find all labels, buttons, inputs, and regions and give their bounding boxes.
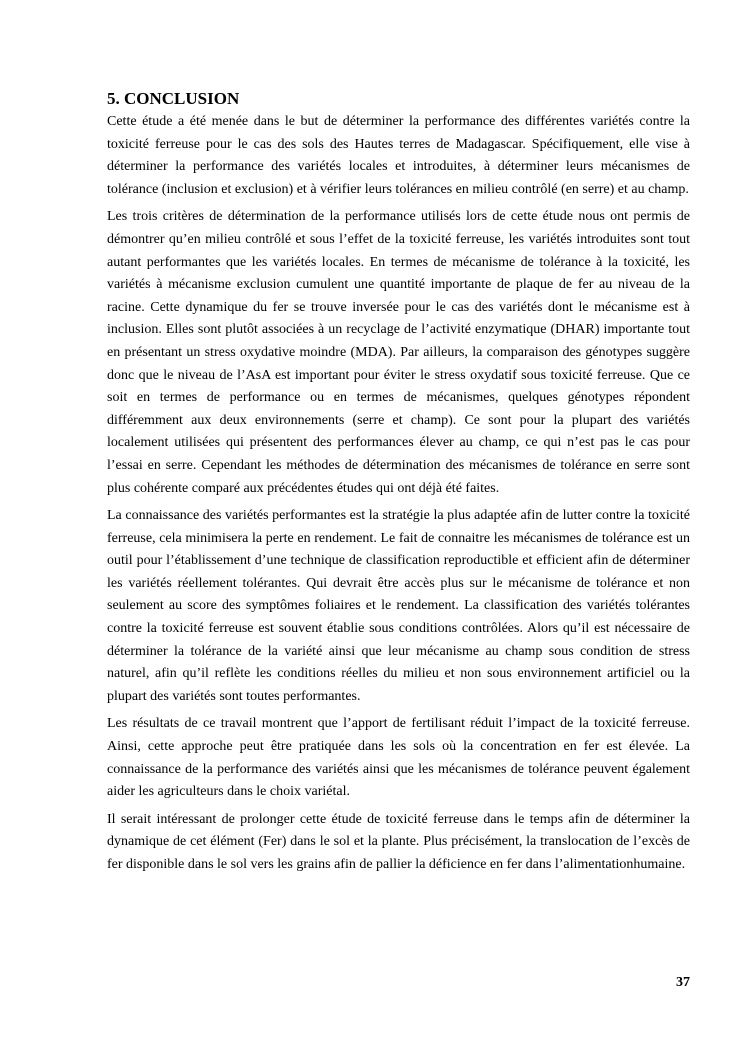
paragraph-results: Les trois critères de détermination de la performance utilisés lors de cette étude nous ont permis de démontrer qu’en milieu contrôlé et sous l’effet de la toxicité ferreuse, les variétés introduites sont tout autant performantes que les variétés locales. En termes de mécanisme de tolérance à la toxicité, les variétés à mécanisme exclusion cumulent une quantité importante de plaque de fer au niveau de la racine. Cette dynamique du fer se trouve inversée pour le cas des variétés dont le mécanisme est à inclusion. Elles sont plutôt associées à un recyclage de l’activité enzymatique (DHAR) importante tout en présentant un stress oxydative moindre (MDA). Par ailleurs, la comparaison des génotypes suggère donc que le niveau de l’AsA est important pour éviter le stress oxydatif sous toxicité ferreuse. Que ce soit en termes de performance ou en termes de mécanismes, quelques génotypes répondent différemment aux deux environnements (serre et champ). Ce sont pour la plupart des variétés localement utilisées qui présentent des performances élever au champ, ce qui n’est pas le cas pour l’essai en serre. Cependant les méthodes de détermination des mécanismes de tolérance en serre sont plus cohérente comparé aux précédentes études qui ont déjà été faites.: [107, 209, 690, 496]
paragraph-objectives: Cette étude a été menée dans le but de déterminer la performance des différentes variétés contre la toxicité ferreuse pour le cas des sols des Hautes terres de Madagascar. Spécifiquement, elle vise à déterminer la performance des variétés locales et introduites, à déterminer leurs mécanismes de tolérance (inclusion et exclusion) et à vérifier leurs tolérances en milieu contrôlé (en serre) et au champ.: [107, 114, 690, 197]
document-page: [107, 88, 690, 882]
page-number: 37: [676, 975, 690, 990]
paragraph-fertilizer: Les résultats de ce travail montrent que l’apport de fertilisant réduit l’impact de la toxicité ferreuse. Ainsi, cette approche peut être pratiquée dans les sols où la concentration en fer est élevée. La connaissance de la performance des variétés ainsi que les mécanismes de tolérance peuvent également aider les agriculteurs dans le choix variétal.: [107, 716, 690, 800]
paragraph-strategy: La connaissance des variétés performantes est la stratégie la plus adaptée afin de lutter contre la toxicité ferreuse, cela minimisera la perte en rendement. Le fait de connaitre les mécanismes de tolérance est un outil pour l’établissement d’une technique de classification reproductible et efficient afin de déterminer les variétés réellement tolérantes. Qui devrait être accès plus sur le mécanisme de tolérance et non seulement au score des symptômes foliaires et le rendement. La classification des variétés tolérantes contre la toxicité ferreuse est souvent établie sous conditions contrôlées. Alors qu’il est nécessaire de déterminer la tolérance de la variété ainsi que leur mécanisme au champ sous condition de stress naturel, afin qu’il reflète les conditions réelles du milieu et non sous environnement artificiel ou la plupart des variétés sont toutes performantes.: [107, 508, 690, 704]
section-heading: 5. CONCLUSION: [107, 89, 240, 108]
paragraph-perspectives: Il serait intéressant de prolonger cette étude de toxicité ferreuse dans le temps afin de déterminer la dynamique de cet élément (Fer) dans le sol et la plante. Plus précisément, la translocation de l’excès de fer disponible dans le sol vers les grains afin de pallier la déficience en fer dans l’alimentationhumaine.: [107, 811, 690, 872]
